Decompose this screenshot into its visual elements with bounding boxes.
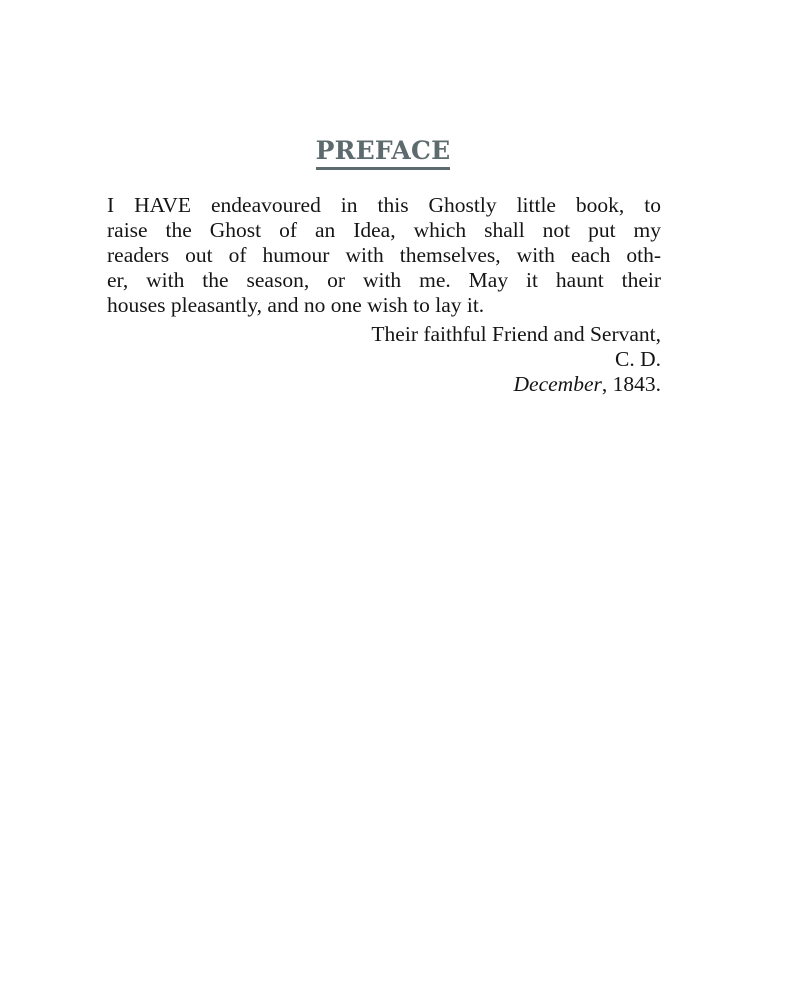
date-year: , 1843. bbox=[601, 372, 661, 396]
closing-line: Their faithful Friend and Servant, bbox=[371, 322, 661, 346]
date-month: December bbox=[513, 372, 602, 396]
paragraph-line: readers out of humour with themselves, with each oth- bbox=[107, 243, 661, 267]
date-line bbox=[107, 372, 661, 397]
paragraph-line: er, with the season, or with me. May it haunt their bbox=[107, 268, 661, 292]
paragraph-line: houses pleasantly, and no one wish to lay it. bbox=[107, 293, 485, 317]
preface-heading bbox=[0, 136, 766, 170]
paragraph-line: raise the Ghost of an Idea, which shall not put my bbox=[107, 218, 661, 242]
preface-heading-text: PREFACE bbox=[316, 136, 451, 170]
paragraph-line: I HAVE endeavoured in this Ghostly little book, to bbox=[107, 193, 661, 217]
preface-body bbox=[107, 193, 661, 397]
author-initials: C. D. bbox=[615, 347, 661, 371]
